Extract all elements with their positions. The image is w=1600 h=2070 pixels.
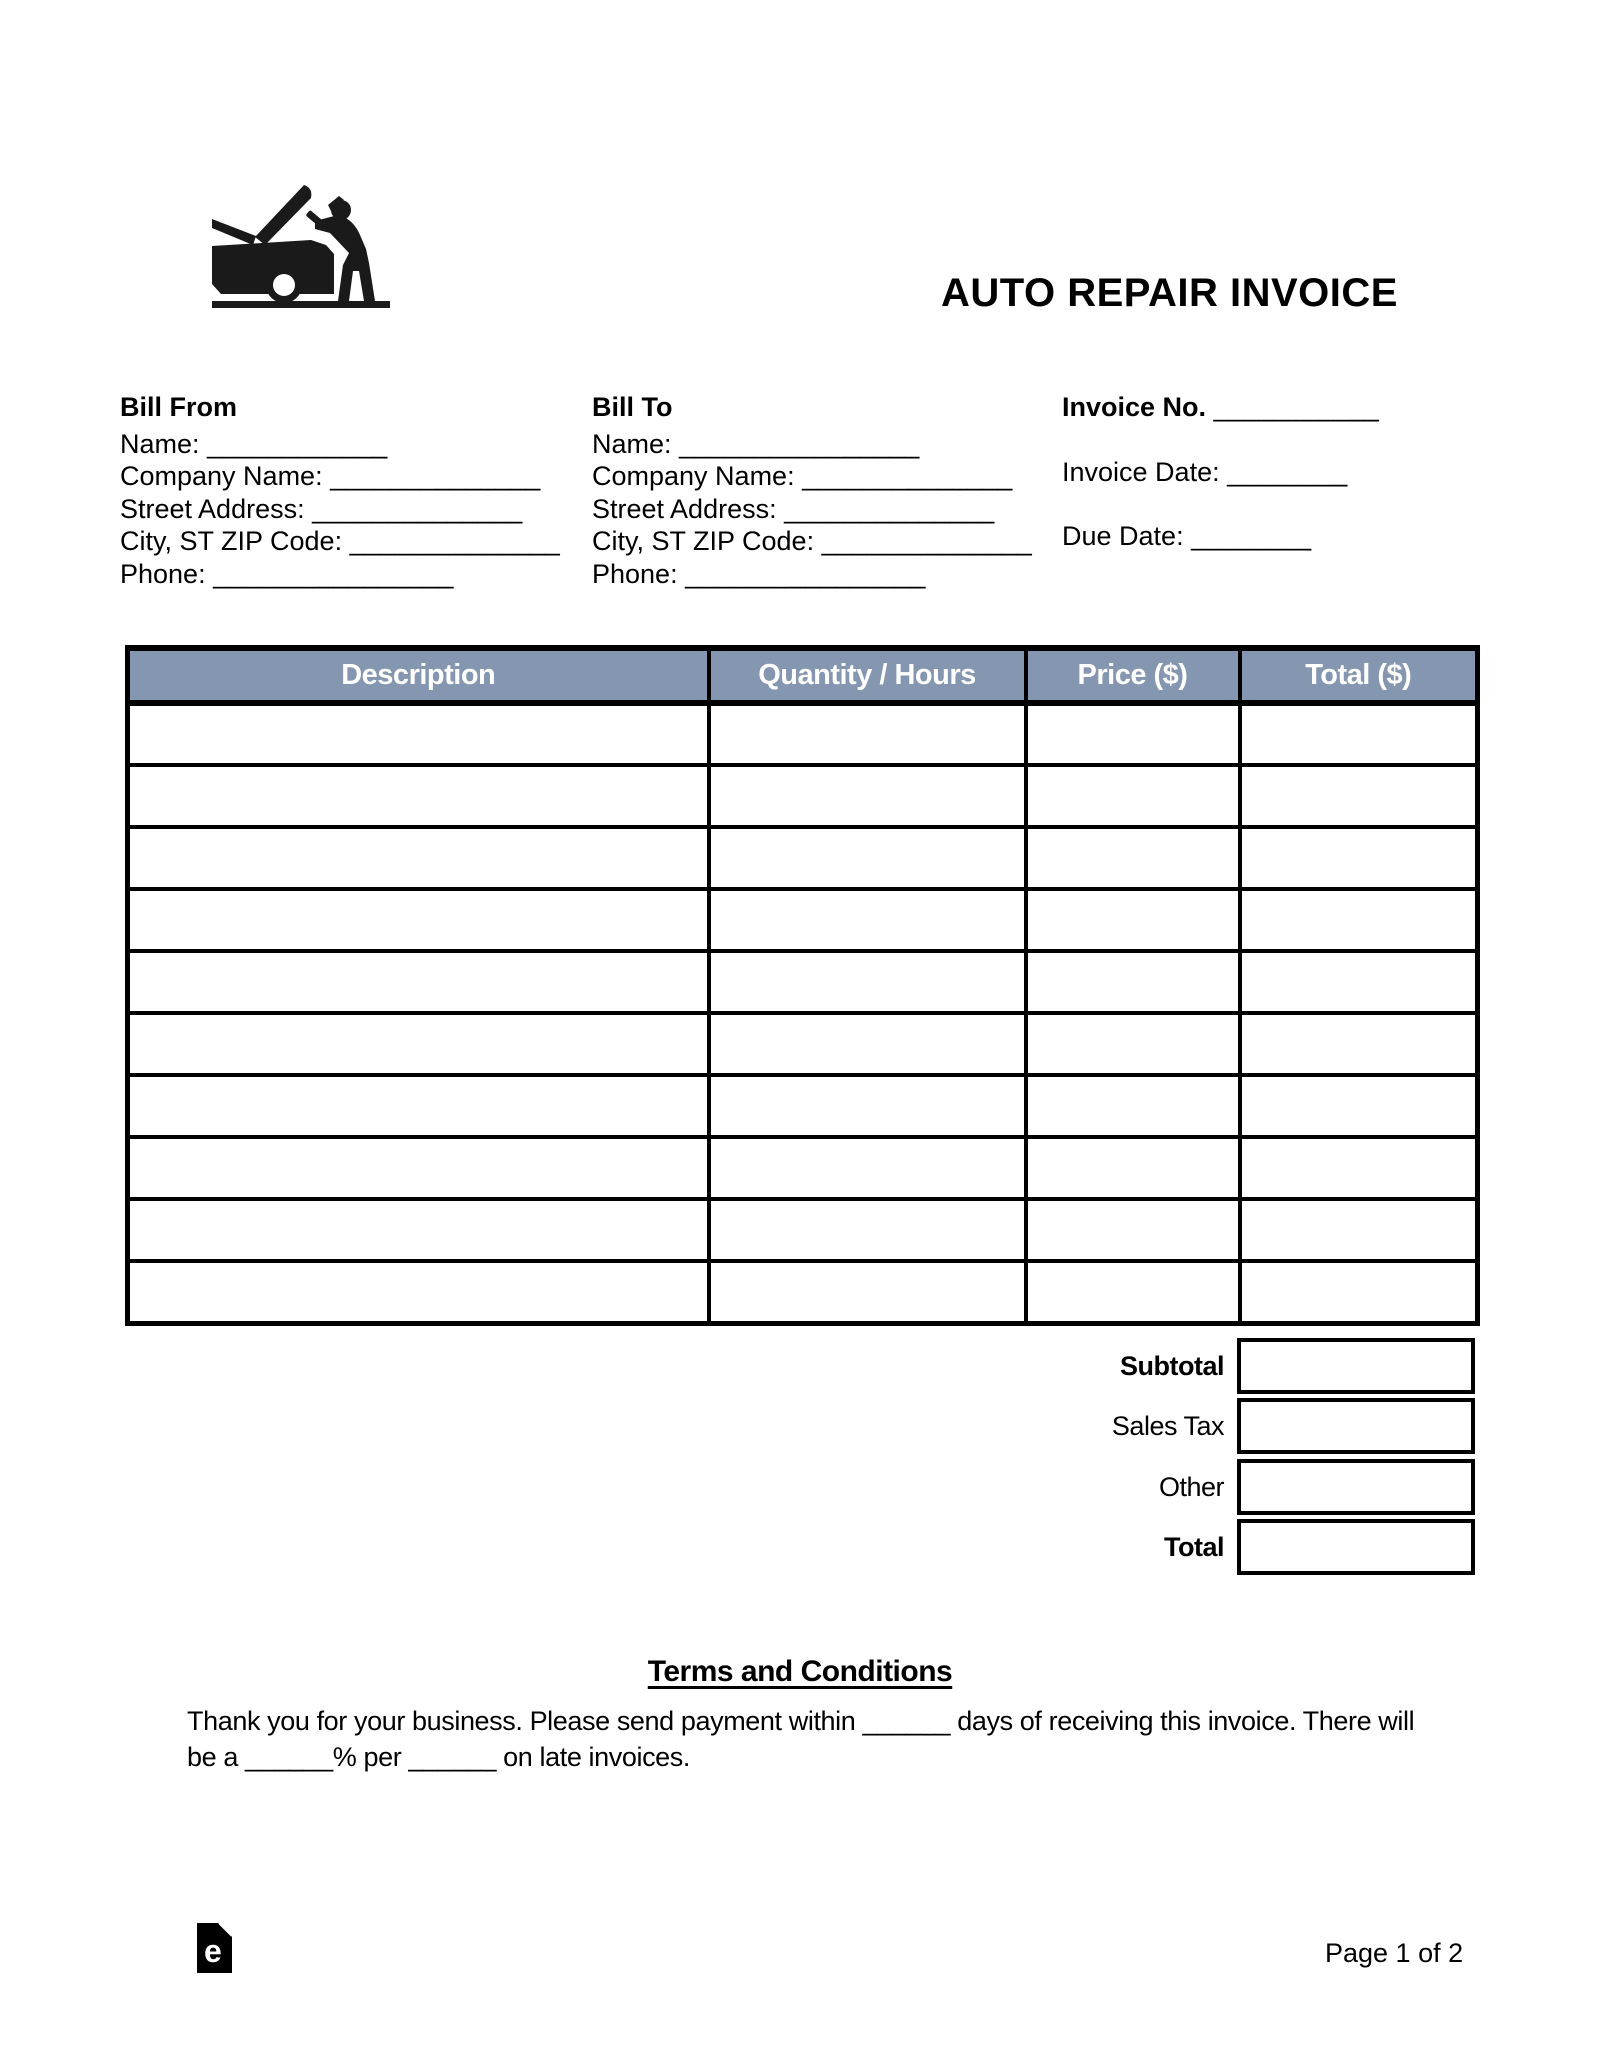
empty-cell	[128, 827, 709, 889]
line-items-table	[125, 645, 1480, 1326]
empty-cell	[1240, 1013, 1478, 1075]
empty-cell	[128, 889, 709, 951]
invoice-date-line: Invoice Date: ________	[1062, 456, 1348, 487]
summary-row-subtotal	[125, 1338, 1475, 1394]
empty-cell	[128, 703, 709, 765]
empty-cell	[128, 1199, 709, 1261]
terms-heading: Terms and Conditions	[647, 1655, 953, 1688]
bill-from-field-line: Company Name: ______________	[120, 461, 541, 491]
bill-from-field-line: Street Address: ______________	[120, 493, 523, 524]
bill-to-field-line: City, ST ZIP Code: ______________	[592, 526, 1032, 556]
bill-to-field-line: Phone: ________________	[592, 558, 926, 589]
empty-cell	[1026, 1013, 1240, 1075]
empty-cell	[1026, 1199, 1240, 1261]
invoice-no-blank: ___________	[1213, 392, 1379, 422]
bill-from-heading: Bill From	[120, 392, 238, 422]
empty-cell	[1240, 765, 1478, 827]
empty-cell	[1240, 1137, 1478, 1199]
column-header-total: Total ($)	[1240, 648, 1478, 703]
table-row	[128, 951, 1478, 1013]
empty-cell	[1240, 951, 1478, 1013]
summary-label-subtotal: Subtotal	[1120, 1350, 1224, 1381]
summary-value-box-subtotal	[1237, 1338, 1475, 1394]
empty-cell	[1240, 889, 1478, 951]
bill-to-heading: Bill To	[592, 392, 673, 422]
empty-cell	[1240, 1261, 1478, 1323]
empty-cell	[128, 1137, 709, 1199]
column-header-price: Price ($)	[1026, 648, 1240, 703]
empty-cell	[1026, 827, 1240, 889]
table-row	[128, 1013, 1478, 1075]
invoice-no-line	[1062, 391, 1379, 424]
empty-cell	[1026, 703, 1240, 765]
auto-repair-mechanic-icon	[212, 185, 390, 310]
bill-from-section	[120, 391, 560, 590]
table-row	[128, 827, 1478, 889]
bill-to-field-line: Street Address: ______________	[592, 493, 995, 524]
summary-row-other	[125, 1459, 1475, 1515]
eforms-document-icon	[197, 1923, 232, 1973]
empty-cell	[709, 827, 1026, 889]
table-row	[128, 1137, 1478, 1199]
empty-cell	[128, 1261, 709, 1323]
empty-cell	[1026, 765, 1240, 827]
summary-label-other: Other	[1158, 1471, 1224, 1502]
empty-cell	[709, 1075, 1026, 1137]
terms-paragraph: Thank you for your business. Please send payment within ______ days of receiving this invoice. There will be a ______% per ______ on late invoices.	[187, 1706, 1415, 1772]
svg-text:e: e	[204, 1933, 222, 1969]
empty-cell	[709, 1261, 1026, 1323]
empty-cell	[128, 1075, 709, 1137]
due-date-line: Due Date: ________	[1062, 521, 1312, 551]
empty-cell	[1240, 827, 1478, 889]
table-row	[128, 1199, 1478, 1261]
empty-cell	[709, 1137, 1026, 1199]
summary-label-sales-tax: Sales Tax	[1111, 1410, 1224, 1441]
table-row	[128, 1261, 1478, 1323]
empty-cell	[709, 1199, 1026, 1261]
bill-from-field-line: Phone: ________________	[120, 558, 454, 589]
empty-cell	[709, 703, 1026, 765]
page-indicator: Page 1 of 2	[1325, 1938, 1464, 1968]
empty-cell	[1026, 1075, 1240, 1137]
bill-to-field-line: Company Name: ______________	[592, 461, 1013, 491]
summary-row-sales-tax	[125, 1398, 1475, 1454]
summary-value-box-sales-tax	[1237, 1398, 1475, 1454]
summary-label-total: Total	[1164, 1531, 1224, 1562]
empty-cell	[1026, 1261, 1240, 1323]
empty-cell	[128, 1013, 709, 1075]
invoice-no-label: Invoice No.	[1062, 392, 1207, 422]
column-header-quantity-hours: Quantity / Hours	[709, 648, 1026, 703]
table-header-row	[128, 648, 1478, 703]
empty-cell	[1240, 1075, 1478, 1137]
empty-cell	[709, 951, 1026, 1013]
summary-value-box-total	[1237, 1519, 1475, 1575]
empty-cell	[128, 951, 709, 1013]
bill-to-field-line: Name: ________________	[592, 428, 920, 459]
bill-to-section	[592, 391, 1032, 590]
column-header-description: Description	[128, 648, 709, 703]
empty-cell	[1240, 703, 1478, 765]
empty-cell	[1026, 951, 1240, 1013]
table-row	[128, 889, 1478, 951]
empty-cell	[1026, 889, 1240, 951]
empty-cell	[709, 1013, 1026, 1075]
bill-from-field-line: Name: ____________	[120, 428, 388, 459]
table-row	[128, 703, 1478, 765]
bill-from-field-line: City, ST ZIP Code: ______________	[120, 526, 560, 556]
empty-cell	[128, 765, 709, 827]
empty-cell	[1240, 1199, 1478, 1261]
summary-row-total	[125, 1519, 1475, 1575]
invoice-meta-section	[1062, 391, 1379, 585]
table-row	[128, 765, 1478, 827]
page-title: AUTO REPAIR INVOICE	[941, 271, 1398, 315]
empty-cell	[709, 765, 1026, 827]
summary-value-box-other	[1237, 1459, 1475, 1515]
table-row	[128, 1075, 1478, 1137]
empty-cell	[1026, 1137, 1240, 1199]
empty-cell	[709, 889, 1026, 951]
